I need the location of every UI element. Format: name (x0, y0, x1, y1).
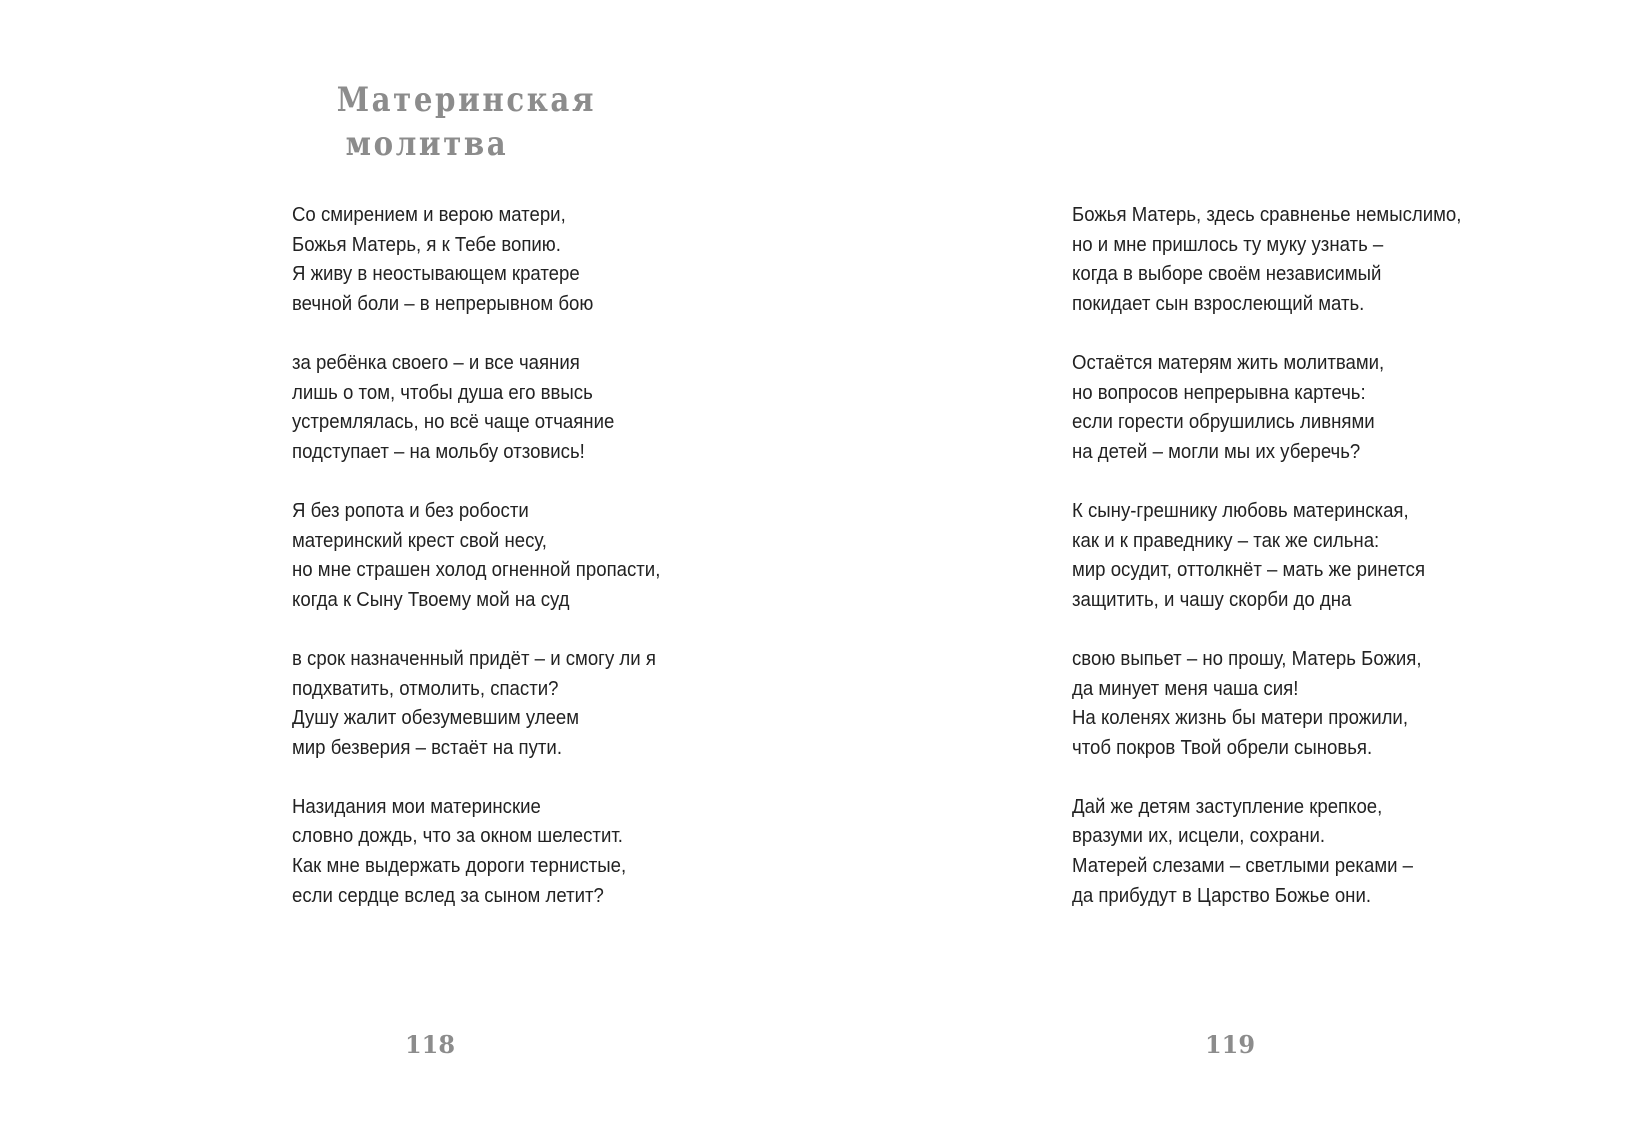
title-line-2: молитва (345, 124, 509, 164)
stanza (292, 349, 688, 467)
verse-line: свою выпьет – но прошу, Матерь Божия, (1072, 647, 1422, 670)
page-number: 118 (404, 1030, 456, 1059)
title-line-1: Материнская (336, 80, 597, 120)
verse-line: материнский крест свой несу, (292, 529, 547, 552)
verse-line: да прибудут в Царство Божье они. (1072, 884, 1372, 907)
verse-line: Я живу в неостывающем кратере (292, 263, 580, 286)
verse-line: На коленях жизнь бы матери прожили, (1072, 707, 1408, 730)
verse-line: за ребёнка своего – и все чаяния (292, 351, 580, 374)
verse-line: но мне страшен холод огненной пропасти, (292, 559, 661, 582)
verse-line: устремлялась, но всё чаще отчаяние (292, 411, 615, 434)
stanza (292, 497, 688, 615)
verse-line: Матерей слезами – светлыми реками – (1072, 855, 1414, 878)
verse-line: мир безверия – встаёт на пути. (292, 736, 562, 759)
left-poem-body (292, 201, 688, 911)
stanza (1072, 201, 1491, 319)
verse-line: если горести обрушились ливнями (1072, 411, 1375, 434)
verse-line: Божья Матерь, я к Тебе вопию. (292, 233, 561, 256)
verse-line: Назидания мои материнские (292, 795, 541, 818)
right-page (822, 0, 1644, 1134)
verse-line: Душу жалит обезумевшим улеем (292, 707, 580, 730)
verse-line: вразуми их, исцели, сохрани. (1072, 825, 1326, 848)
verse-line: как и к праведнику – так же сильна: (1072, 529, 1380, 552)
verse-line: но и мне пришлось ту муку узнать – (1072, 233, 1384, 256)
verse-line: словно дождь, что за окном шелестит. (292, 825, 623, 848)
verse-line: когда к Сыну Твоему мой на суд (292, 588, 570, 611)
stanza (292, 645, 688, 763)
right-poem-body (1072, 201, 1491, 911)
stanza (1072, 497, 1491, 615)
page-number: 119 (1204, 1030, 1256, 1059)
verse-line: Как мне выдержать дороги тернистые, (292, 855, 627, 878)
verse-line: лишь о том, чтобы душа его ввысь (292, 381, 593, 404)
verse-line: покидает сын взрослеющий мать. (1072, 292, 1365, 315)
stanza (292, 793, 688, 911)
verse-line: мир осудит, оттолкнёт – мать же ринется (1072, 559, 1426, 582)
verse-line: да минует меня чаша сия! (1072, 677, 1299, 700)
stanza (292, 201, 688, 319)
poem-title (336, 78, 597, 166)
verse-line: если сердце вслед за сыном летит? (292, 884, 604, 907)
verse-line: подступает – на мольбу отзовись! (292, 440, 585, 463)
verse-line: но вопросов непрерывна картечь: (1072, 381, 1366, 404)
verse-line: подхватить, отмолить, спасти? (292, 677, 559, 700)
verse-line: на детей – могли мы их уберечь? (1072, 440, 1361, 463)
verse-line: вечной боли – в непрерывном бою (292, 292, 594, 315)
stanza (1072, 793, 1491, 911)
verse-line: чтоб покров Твой обрели сыновья. (1072, 736, 1373, 759)
verse-line: К сыну-грешнику любовь материнская, (1072, 499, 1409, 522)
verse-line: когда в выборе своём независимый (1072, 263, 1382, 286)
verse-line: Со смирением и верою матери, (292, 204, 566, 226)
stanza (1072, 645, 1491, 763)
verse-line: Божья Матерь, здесь сравненье немыслимо, (1072, 204, 1462, 226)
verse-line: Дай же детям заступление крепкое, (1072, 795, 1383, 818)
stanza (1072, 349, 1491, 467)
verse-line: Я без ропота и без робости (292, 499, 529, 522)
verse-line: в срок назначенный придёт – и смогу ли я (292, 647, 656, 670)
verse-line: защитить, и чашу скорби до дна (1072, 588, 1352, 611)
verse-line: Остаётся матерям жить молитвами, (1072, 351, 1385, 374)
